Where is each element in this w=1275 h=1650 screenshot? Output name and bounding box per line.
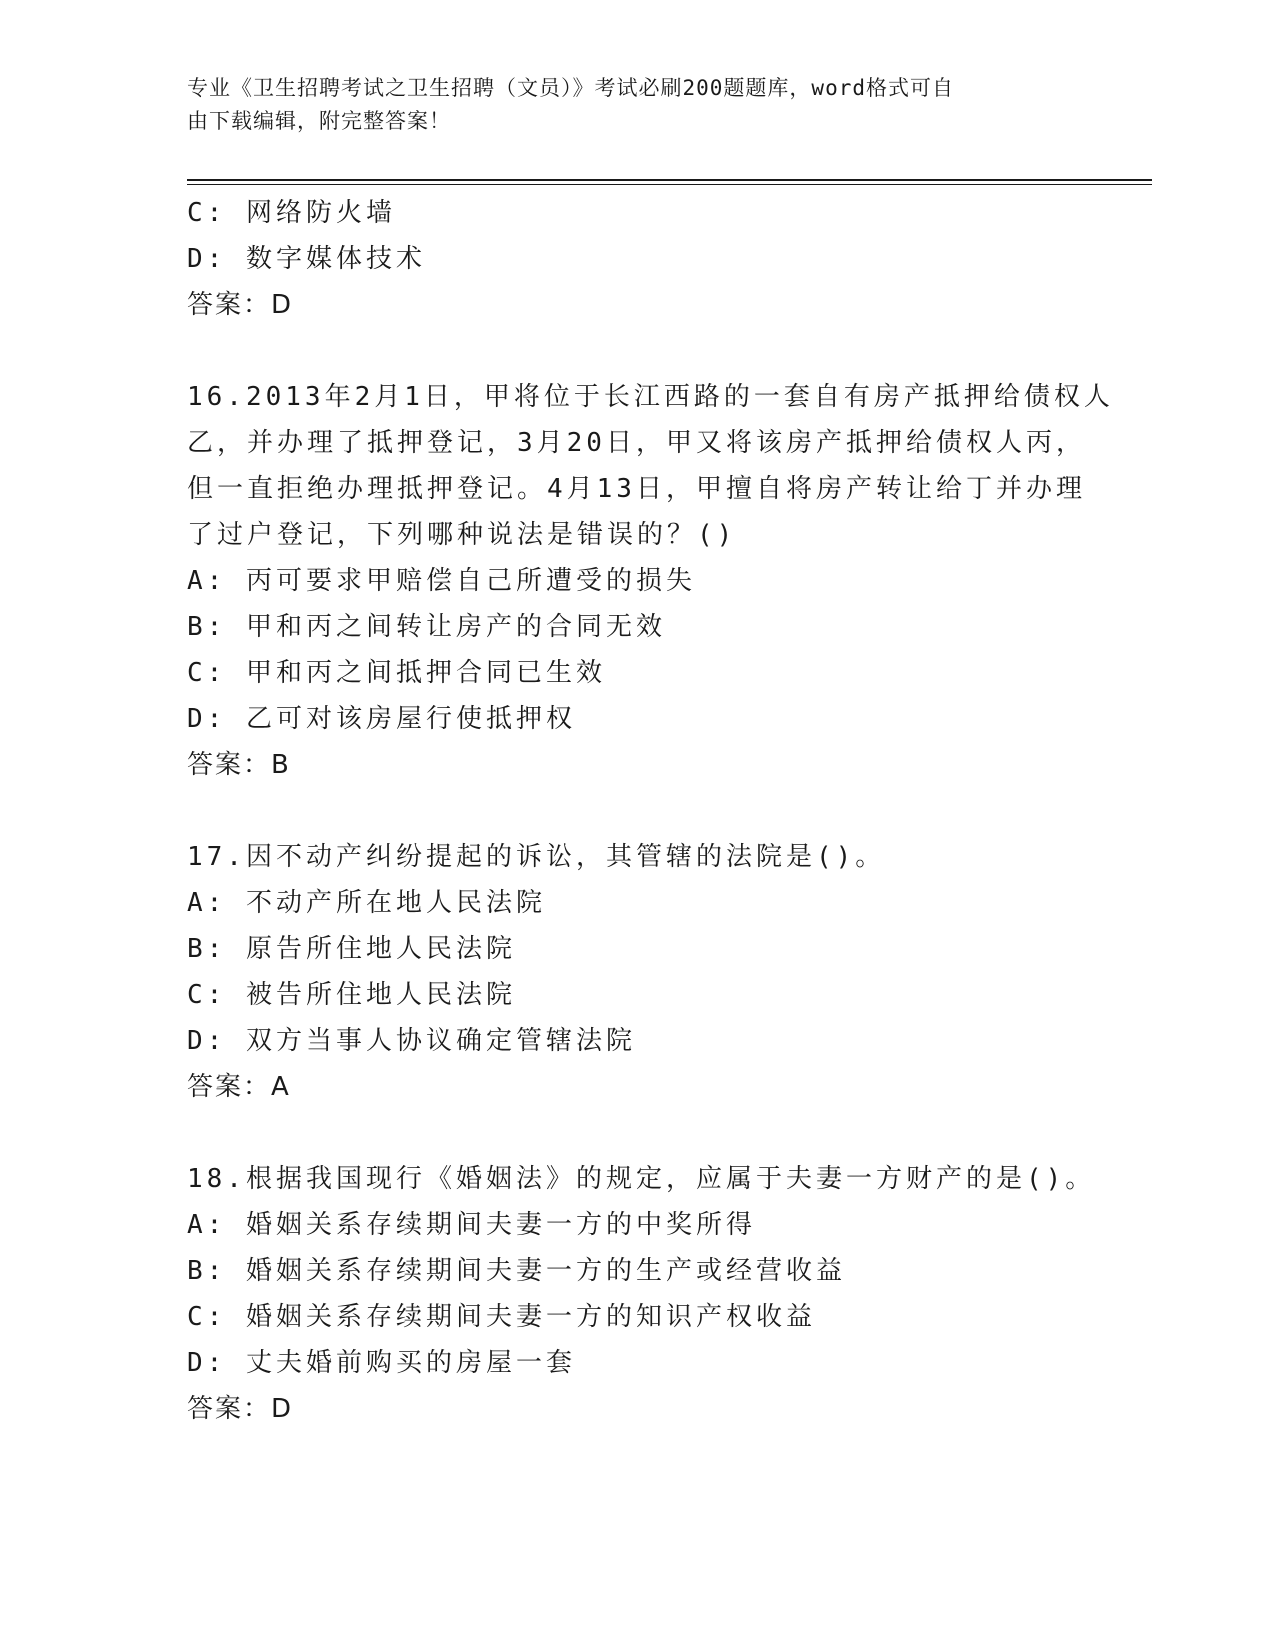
question-text-line: 18.根据我国现行《婚姻法》的规定，应属于夫妻一方财产的是()。 — [187, 1164, 1096, 1194]
question-text-line: 乙，并办理了抵押登记，3月20日，甲又将该房产抵押给债权人丙， — [187, 428, 1086, 458]
question-16 — [187, 374, 1114, 788]
option-b: B: 原告所住地人民法院 — [187, 934, 516, 964]
document-body — [187, 190, 1114, 1432]
question-text-line: 了过户登记，下列哪种说法是错误的？() — [187, 520, 737, 550]
question-text-line: 16.2013年2月1日，甲将位于长江西路的一套自有房产抵押给债权人 — [187, 382, 1114, 412]
option-c: C: 被告所住地人民法院 — [187, 980, 516, 1010]
header-divider-thick — [187, 179, 1152, 181]
option-a: A: 不动产所在地人民法院 — [187, 888, 546, 918]
previous-question-tail — [187, 190, 1087, 328]
answer-line: 答案：B — [187, 750, 291, 780]
option-a: A: 丙可要求甲赔偿自己所遭受的损失 — [187, 566, 696, 596]
answer-line: 答案：A — [187, 1072, 291, 1102]
option-d: D: 丈夫婚前购买的房屋一套 — [187, 1348, 576, 1378]
option-c: C: 甲和丙之间抵押合同已生效 — [187, 658, 606, 688]
header-divider-thin — [187, 184, 1152, 185]
option-a: A: 婚姻关系存续期间夫妻一方的中奖所得 — [187, 1210, 756, 1240]
option-d: D: 数字媒体技术 — [187, 244, 426, 274]
question-17 — [187, 834, 1087, 1110]
spacer — [187, 328, 1087, 374]
header-line-1: 专业《卫生招聘考试之卫生招聘（文员）》考试必刷200题题库，word格式可自 — [187, 76, 954, 100]
option-b: B: 甲和丙之间转让房产的合同无效 — [187, 612, 666, 642]
question-text-line: 17.因不动产纠纷提起的诉讼，其管辖的法院是()。 — [187, 842, 886, 872]
question-text-line: 但一直拒绝办理抵押登记。4月13日，甲擅自将房产转让给丁并办理 — [187, 474, 1086, 504]
spacer — [187, 788, 1087, 834]
document-header — [187, 72, 1087, 138]
option-c: C: 婚姻关系存续期间夫妻一方的知识产权收益 — [187, 1302, 816, 1332]
spacer — [187, 1110, 1087, 1156]
answer-line: 答案：D — [187, 1394, 294, 1424]
question-18 — [187, 1156, 1096, 1432]
option-b: B: 婚姻关系存续期间夫妻一方的生产或经营收益 — [187, 1256, 846, 1286]
header-line-2: 由下载编辑，附完整答案！ — [187, 109, 451, 133]
option-d: D: 双方当事人协议确定管辖法院 — [187, 1026, 636, 1056]
option-c: C: 网络防火墙 — [187, 198, 396, 228]
option-d: D: 乙可对该房屋行使抵押权 — [187, 704, 576, 734]
answer-line: 答案：D — [187, 290, 294, 320]
